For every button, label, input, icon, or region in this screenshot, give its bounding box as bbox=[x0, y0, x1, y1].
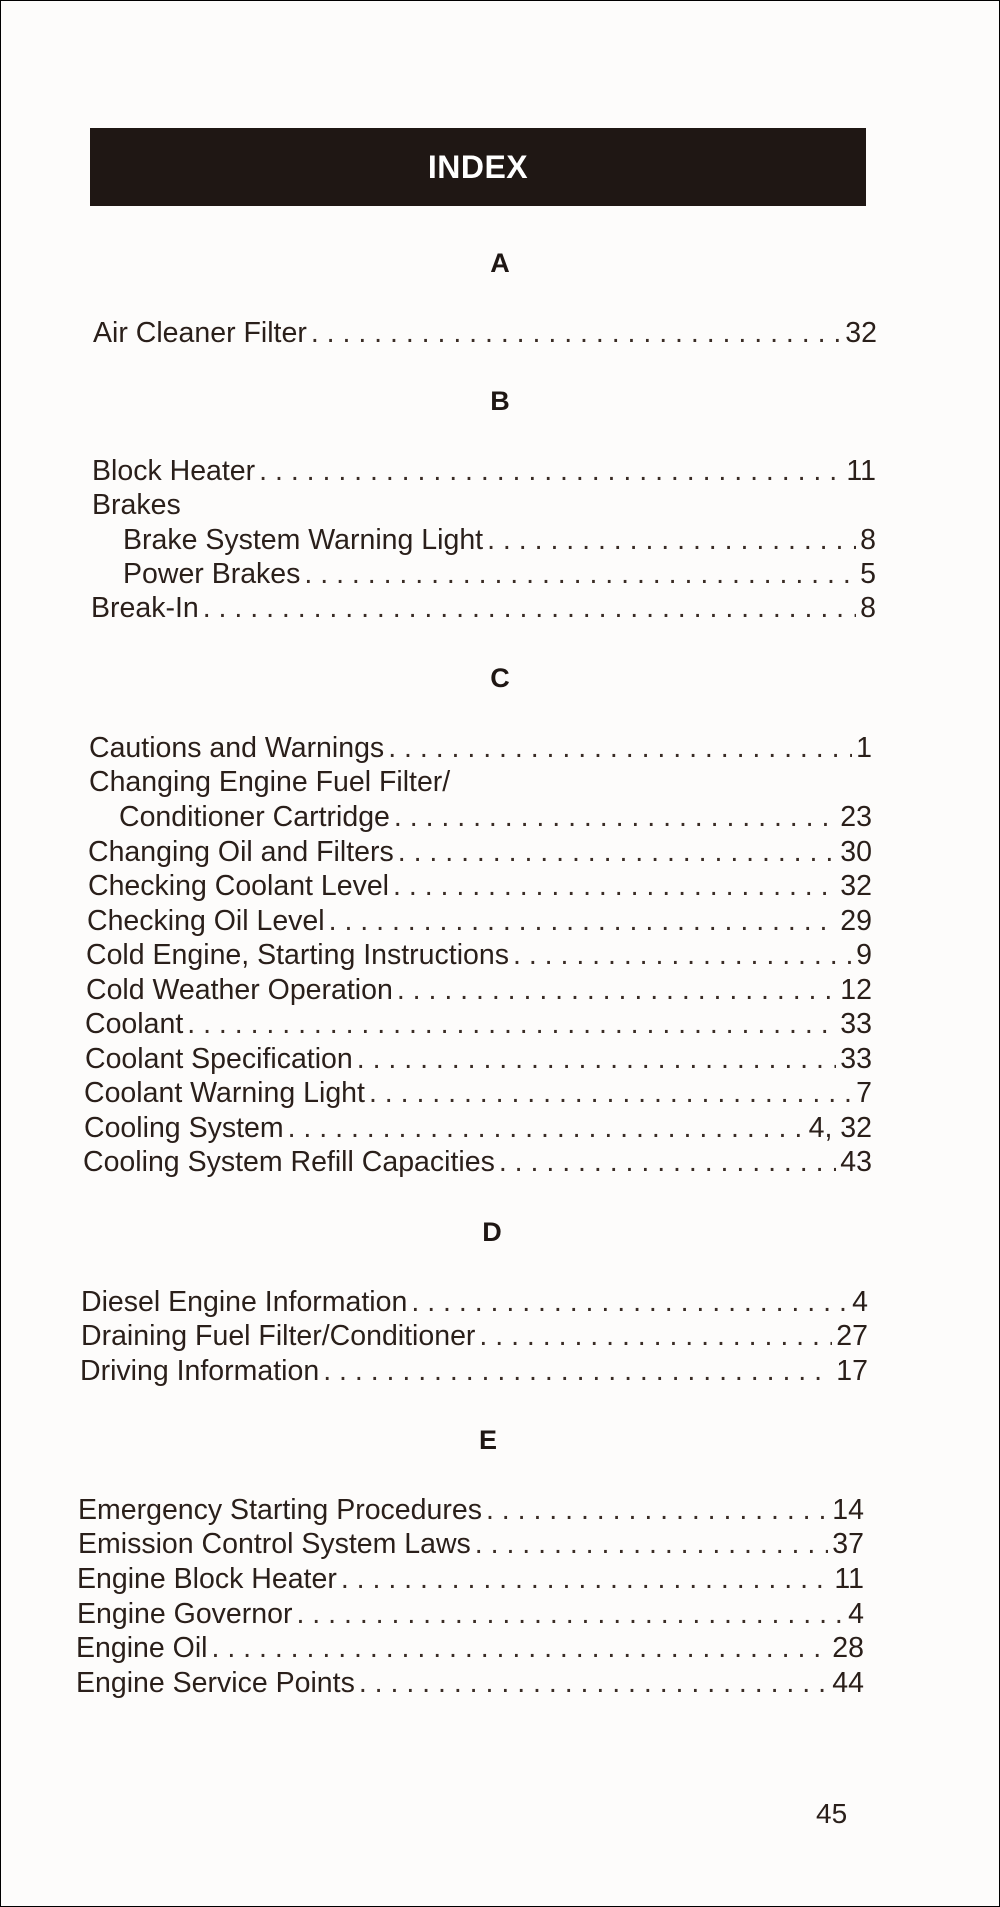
index-entry: Changing Engine Fuel Filter/ bbox=[89, 766, 451, 798]
section-letter-c: C bbox=[490, 663, 510, 693]
index-entry: Cooling System Refill Capacities . . . 43 bbox=[83, 1145, 872, 1179]
index-entry: Engine Oil . . . 28 bbox=[76, 1631, 864, 1665]
page-title: INDEX bbox=[427, 148, 529, 185]
index-entry: Engine Governor . . . 4 bbox=[77, 1597, 864, 1631]
index-entry: Emergency Starting Procedures . . . 14 bbox=[78, 1493, 864, 1527]
index-entry: Cold Weather Operation . . . 12 bbox=[86, 973, 872, 1007]
index-entry: Cautions and Warnings . . . 1 bbox=[89, 731, 872, 765]
section-letter-d: D bbox=[482, 1217, 502, 1247]
index-entry: Coolant Specification . . . 33 bbox=[85, 1042, 872, 1076]
index-entry: Brakes bbox=[92, 489, 181, 521]
index-entry: Changing Oil and Filters . . . 30 bbox=[88, 835, 872, 869]
index-entry: Power Brakes . . . 5 bbox=[123, 557, 876, 591]
index-entry: Driving Information . . . 17 bbox=[80, 1354, 868, 1388]
page-number: 45 bbox=[816, 1798, 848, 1829]
index-header-bar bbox=[90, 128, 866, 206]
index-entry: Diesel Engine Information . . . 4 bbox=[81, 1285, 868, 1319]
index-entry: Coolant . . . 33 bbox=[85, 1007, 872, 1041]
index-entry: Emission Control System Laws . . . 37 bbox=[78, 1527, 864, 1561]
index-entry: Air Cleaner Filter . . . 32 bbox=[93, 316, 877, 350]
index-entry: Checking Oil Level . . . 29 bbox=[87, 904, 872, 938]
index-entry: Coolant Warning Light . . . 7 bbox=[84, 1076, 872, 1110]
index-entry: Engine Block Heater . . . 11 bbox=[77, 1562, 864, 1596]
index-entry: Engine Service Points . . . 44 bbox=[76, 1666, 864, 1700]
index-entry: Break-In . . . 8 bbox=[91, 591, 876, 625]
index-entry: Cold Engine, Starting Instructions . . . 9 bbox=[86, 938, 872, 972]
section-letter-a: A bbox=[490, 248, 510, 278]
index-entry: Conditioner Cartridge . . . 23 bbox=[119, 800, 872, 834]
index-entry: Brake System Warning Light . . . 8 bbox=[123, 523, 876, 557]
index-entry: Checking Coolant Level . . . 32 bbox=[88, 869, 872, 903]
section-letter-e: E bbox=[478, 1425, 497, 1455]
index-entry: Draining Fuel Filter/Conditioner . . . 27 bbox=[81, 1319, 868, 1353]
index-entry: Cooling System . . . 4, 32 bbox=[84, 1111, 872, 1145]
section-letter-b: B bbox=[490, 386, 510, 416]
index-entry: Block Heater . . . 11 bbox=[92, 454, 876, 488]
